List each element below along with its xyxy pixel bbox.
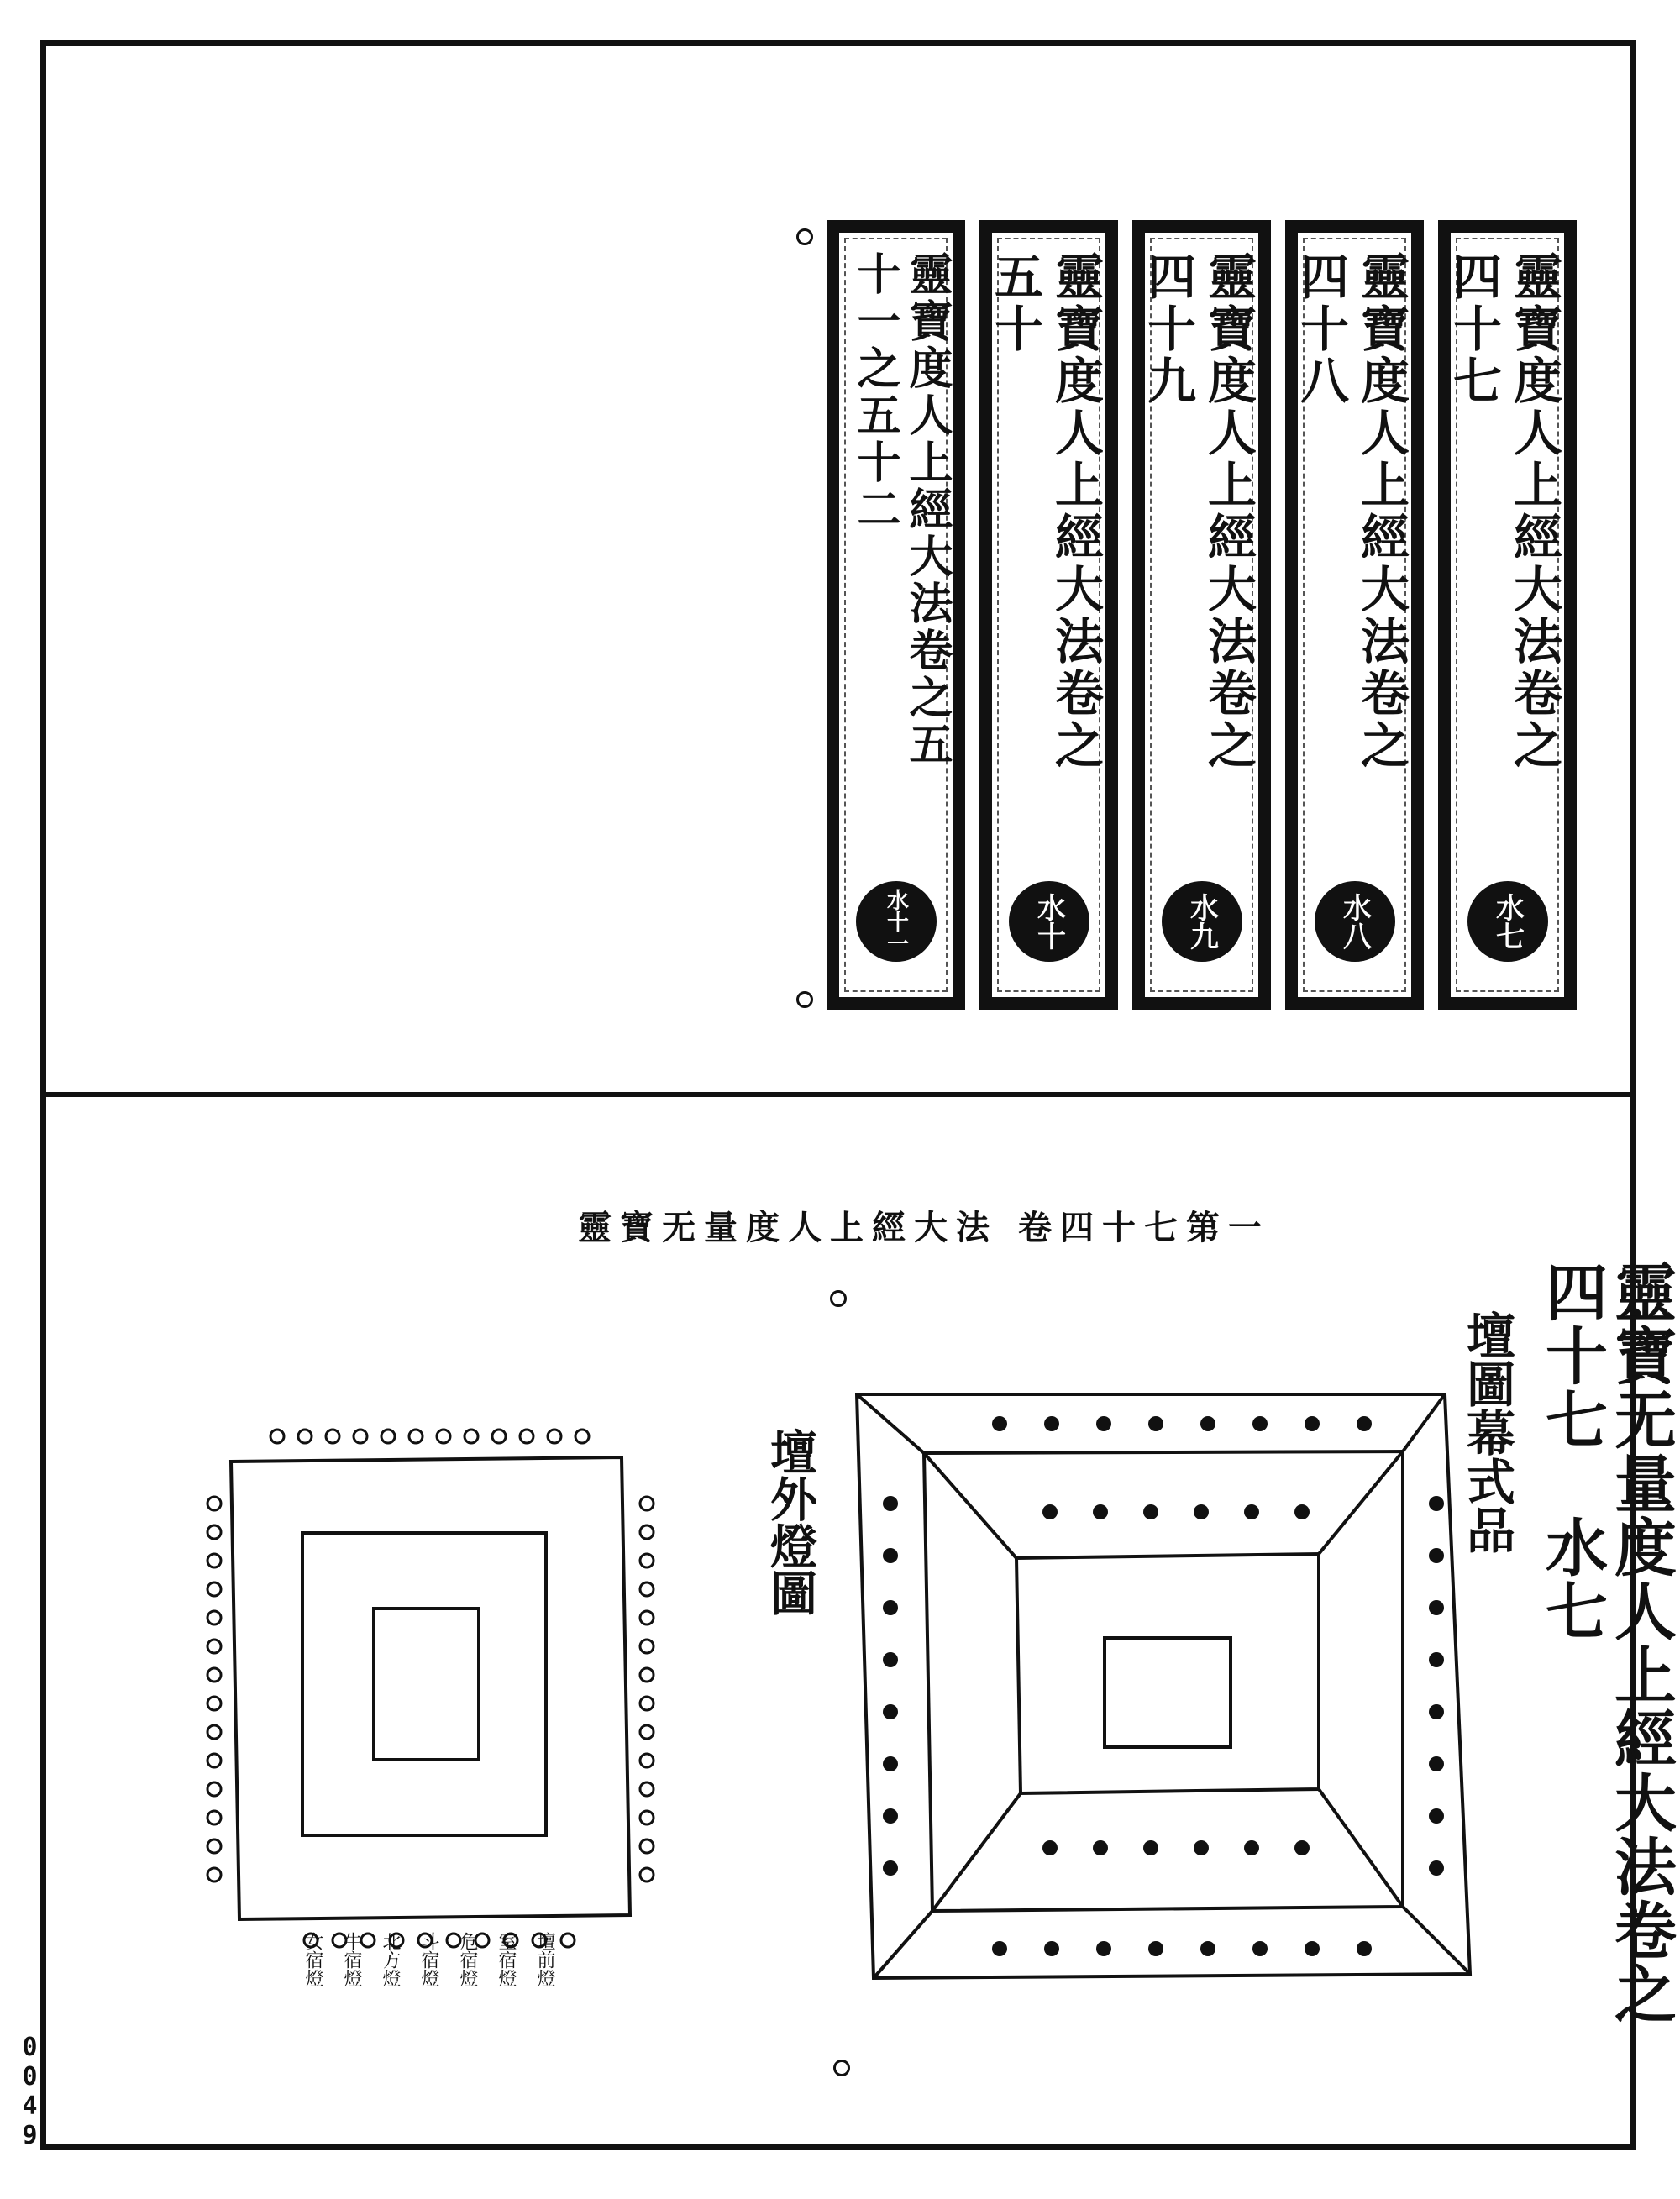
lamp-glyph-icon xyxy=(1200,1416,1215,1431)
lamp-circle-icon xyxy=(207,1725,221,1739)
spine-title: 靈寶度人上經大法卷之五十 xyxy=(986,251,1104,772)
lamp-glyph-icon xyxy=(1194,1840,1209,1855)
lamp-circle-icon xyxy=(640,1668,654,1682)
lamp-glyph-icon xyxy=(1148,1416,1163,1431)
lamp-label: 危宿燈 xyxy=(457,1932,478,1987)
lamp-label: 牛宿燈 xyxy=(341,1932,362,1987)
lamp-circle-icon xyxy=(640,1554,654,1567)
altar-layout-diagram xyxy=(848,1386,1487,1991)
lamp-glyph-icon xyxy=(1244,1504,1259,1519)
lamp-circle-icon xyxy=(640,1782,654,1796)
lamp-label: 斗宿燈 xyxy=(418,1932,439,1987)
lamp-glyph-icon xyxy=(883,1496,898,1511)
chapter-title: 靈寶无量度人上經大法卷之四十七 水七 xyxy=(1536,1260,1677,2026)
lamp-glyph-icon xyxy=(1429,1548,1444,1563)
lamp-glyph-icon xyxy=(1429,1860,1444,1876)
lamp-circle-icon xyxy=(640,1582,654,1596)
lamp-label: 壇前燈 xyxy=(534,1932,555,1987)
lamp-circle-icon xyxy=(207,1611,221,1624)
lamp-circle-icon xyxy=(437,1430,450,1443)
volume-badge: 水十 xyxy=(1009,881,1089,962)
lamp-circle-icon xyxy=(409,1430,423,1443)
lamp-glyph-icon xyxy=(1294,1504,1310,1519)
spine-title: 靈寶度人上經大法卷之四十八 xyxy=(1292,251,1410,772)
book-spine-49 xyxy=(1132,220,1271,1010)
lamp-circle-icon xyxy=(207,1839,221,1853)
lamp-circle-icon xyxy=(640,1811,654,1824)
lamp-glyph-icon xyxy=(1357,1416,1372,1431)
lamp-glyph-icon xyxy=(883,1756,898,1771)
lamp-label: 室宿燈 xyxy=(496,1932,517,1987)
lamp-circle-icon xyxy=(207,1811,221,1824)
lamp-glyph-icon xyxy=(883,1704,898,1719)
lamp-circle-icon xyxy=(640,1525,654,1539)
lamp-circle-icon xyxy=(298,1430,312,1443)
lamp-glyph-icon xyxy=(1252,1941,1268,1956)
lamp-glyph-icon xyxy=(1429,1496,1444,1511)
lamp-glyph-icon xyxy=(1093,1504,1108,1519)
lamp-circle-icon xyxy=(640,1725,654,1739)
lamp-circle-icon xyxy=(207,1697,221,1710)
lamp-circle-icon xyxy=(640,1640,654,1653)
lamp-glyph-icon xyxy=(1044,1416,1059,1431)
lamp-glyph-icon xyxy=(1429,1808,1444,1824)
lamp-glyph-icon xyxy=(1143,1840,1158,1855)
lamp-circle-icon xyxy=(492,1430,506,1443)
left-diagram-title: 壇外燈圖 xyxy=(763,1428,818,1616)
lamp-circle-icon xyxy=(640,1839,654,1853)
lamp-circle-icon xyxy=(207,1554,221,1567)
lamp-label: 女宿燈 xyxy=(302,1932,323,1987)
lamp-circle-icon xyxy=(207,1582,221,1596)
volume-badge: 水八 xyxy=(1315,881,1395,962)
lamp-glyph-icon xyxy=(1429,1600,1444,1615)
lamp-glyph-icon xyxy=(1096,1941,1111,1956)
volume-badge: 水七 xyxy=(1467,881,1548,962)
lamp-glyph-icon xyxy=(1093,1840,1108,1855)
lamp-circle-icon xyxy=(640,1611,654,1624)
lamp-glyph-icon xyxy=(1429,1704,1444,1719)
lamp-circle-icon xyxy=(640,1697,654,1710)
lamp-glyph-icon xyxy=(1305,1416,1320,1431)
lamp-circle-icon xyxy=(561,1934,575,1947)
volume-badge: 水十一 xyxy=(856,881,937,962)
lamp-circle-icon xyxy=(207,1782,221,1796)
lamp-circle-icon xyxy=(270,1430,284,1443)
lamp-circle-icon xyxy=(207,1668,221,1682)
lamp-circle-icon xyxy=(207,1497,221,1510)
lamp-glyph-icon xyxy=(992,1416,1007,1431)
lamp-glyph-icon xyxy=(1305,1941,1320,1956)
lamp-glyph-icon xyxy=(992,1941,1007,1956)
binding-hole-icon xyxy=(830,1290,847,1307)
lamp-glyph-icon xyxy=(1294,1840,1310,1855)
lamp-glyph-icon xyxy=(1096,1416,1111,1431)
bottom-lamp-labels xyxy=(302,1932,554,1987)
lamp-glyph-icon xyxy=(1200,1941,1215,1956)
lamp-circle-icon xyxy=(640,1868,654,1881)
book-spine-48 xyxy=(1285,220,1424,1010)
lamp-glyph-icon xyxy=(1143,1504,1158,1519)
lamp-glyph-icon xyxy=(1244,1840,1259,1855)
lamp-glyph-icon xyxy=(883,1860,898,1876)
lamp-circle-icon xyxy=(381,1430,395,1443)
lamp-circle-icon xyxy=(640,1497,654,1510)
lamp-circle-icon xyxy=(575,1430,589,1443)
lamp-glyph-icon xyxy=(883,1548,898,1563)
lamp-circle-icon xyxy=(207,1868,221,1881)
lamp-glyph-icon xyxy=(1252,1416,1268,1431)
lamp-circle-icon xyxy=(465,1430,478,1443)
lamp-glyph-icon xyxy=(883,1652,898,1667)
running-header: 靈寶无量度人上經大法 卷四十七第一 xyxy=(578,1208,1270,1247)
book-spine-50 xyxy=(979,220,1118,1010)
lamp-glyph-icon xyxy=(1429,1652,1444,1667)
spine-title: 靈寶度人上經大法卷之四十七 xyxy=(1445,251,1562,772)
lamp-circle-icon xyxy=(326,1430,339,1443)
spine-title: 靈寶度人上經大法卷之四十九 xyxy=(1139,251,1257,772)
lamp-glyph-icon xyxy=(1148,1941,1163,1956)
book-spine-47 xyxy=(1438,220,1577,1010)
lamp-circle-icon xyxy=(207,1754,221,1767)
book-spine-51-52 xyxy=(827,220,965,1010)
page-number: 0049 xyxy=(15,2033,45,2150)
lamp-circle-icon xyxy=(548,1430,561,1443)
section-title: 壇圖幕式品 xyxy=(1458,1310,1515,1554)
lamp-glyph-icon xyxy=(883,1600,898,1615)
lamp-glyph-icon xyxy=(1194,1504,1209,1519)
binding-hole-icon xyxy=(796,991,813,1008)
volume-badge: 水九 xyxy=(1162,881,1242,962)
lamp-circle-icon xyxy=(640,1754,654,1767)
binding-hole-icon xyxy=(833,2060,850,2076)
lamp-glyph-icon xyxy=(1044,1941,1059,1956)
volume-mark: 水七 xyxy=(1536,1515,1608,1643)
binding-hole-icon xyxy=(796,228,813,245)
lamp-circle-icon xyxy=(354,1430,367,1443)
lamp-label: 北方燈 xyxy=(380,1932,401,1987)
lamp-glyph-icon xyxy=(1357,1941,1372,1956)
panel-divider xyxy=(46,1092,1630,1097)
lamp-glyph-icon xyxy=(883,1808,898,1824)
lamp-glyph-icon xyxy=(1429,1756,1444,1771)
lamp-glyph-icon xyxy=(1042,1840,1058,1855)
lamp-circle-icon xyxy=(207,1640,221,1653)
lamp-glyph-icon xyxy=(1042,1504,1058,1519)
spine-title: 靈寶度人上經大法卷之五十一之五十二 xyxy=(849,251,953,769)
lamp-circle-icon xyxy=(520,1430,533,1443)
lamp-circle-icon xyxy=(207,1525,221,1539)
